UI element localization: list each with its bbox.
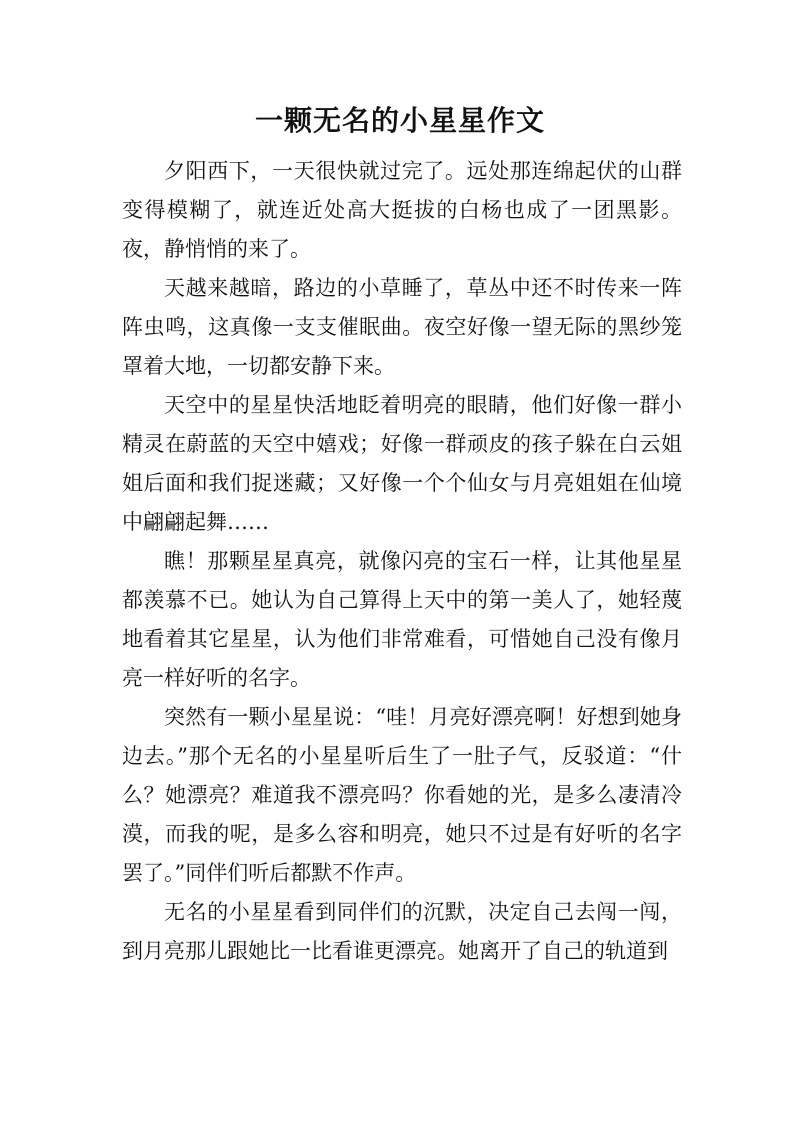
document-title: 一颗无名的小星星作文 — [254, 104, 545, 137]
document-body — [122, 152, 682, 971]
paragraph: 无名的小星星看到同伴们的沉默，决定自己去闯一闯，到月亮那儿跟她比一比看谁更漂亮。她离开了自己的轨道到 — [122, 900, 682, 963]
paragraph: 天空中的星星快活地眨着明亮的眼睛，他们好像一群小精灵在蔚蓝的天空中嬉戏；好像一群顽皮的孩子躲在白云姐姐后面和我们捉迷藏；又好像一个个仙女与月亮姐姐在仙境中翩翩起舞…… — [122, 393, 682, 534]
paragraph: 瞧！那颗星星真亮，就像闪亮的宝石一样，让其他星星都羡慕不已。她认为自己算得上天中的第一美人了，她轻蔑地看着其它星星，认为他们非常难看，可惜她自己没有像月亮一样好听的名字。 — [122, 549, 682, 690]
paragraph: 夕阳西下，一天很快就过完了。远处那连绵起伏的山群变得模糊了，就连近处高大挺拔的白杨也成了一团黑影。夜，静悄悄的来了。 — [122, 159, 682, 261]
paragraph: 天越来越暗，路边的小草睡了，草丛中还不时传来一阵阵虫鸣，这真像一支支催眠曲。夜空好像一望无际的黑纱笼罩着大地，一切都安静下来。 — [122, 276, 682, 378]
paragraph: 突然有一颗小星星说：“哇！月亮好漂亮啊！好想到她身边去。”那个无名的小星星听后生了一肚子气，反驳道：“什么？她漂亮？难道我不漂亮吗？你看她的光，是多么凄清冷漠，而我的呢，是多么容和明亮，她只不过是有好听的名字罢了。”同伴们听后都默不作声。 — [122, 705, 682, 885]
